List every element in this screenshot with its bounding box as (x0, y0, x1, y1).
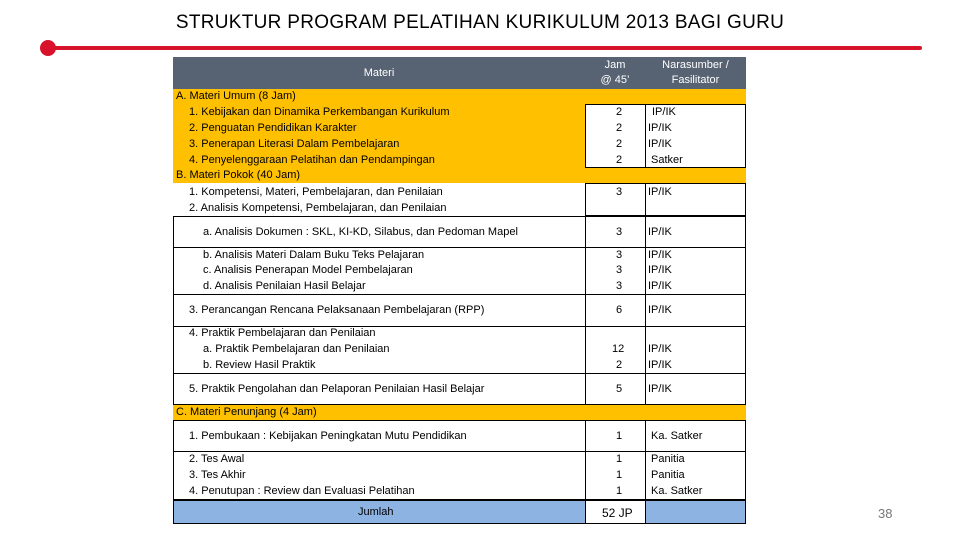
row-b2d-jam: 3 (616, 280, 623, 292)
row-b5-jam: 5 (616, 383, 623, 395)
row-c3-jam: 1 (616, 469, 623, 481)
header-jam-line2: @ 45’ (600, 74, 630, 86)
row-b4b-jam: 2 (616, 359, 623, 371)
row-c2-jam: 1 (616, 453, 623, 465)
row-b2d-nara: IP/IK (648, 280, 672, 292)
row-b2a-nara: IP/IK (648, 226, 672, 238)
row-a2-materi: 2. Penguatan Pendidikan Karakter (189, 122, 357, 134)
row-b2a-jam: 3 (616, 226, 623, 238)
section-a-label: A. Materi Umum (8 Jam) (176, 90, 296, 102)
row-b5-nara: IP/IK (648, 383, 672, 395)
row-a2-jam: 2 (616, 122, 623, 134)
page-number: 38 (878, 506, 893, 521)
row-c1-jam: 1 (616, 430, 623, 442)
row-b2c-materi: c. Analisis Penerapan Model Pembelajaran (203, 264, 413, 276)
row-b4a-jam: 12 (612, 343, 625, 355)
row-a4-materi: 4. Penyelenggaraan Pelatihan dan Pendampingan (189, 154, 435, 166)
row-c4-nara: Ka. Satker (651, 485, 703, 497)
row-a2-nara: IP/IK (648, 122, 672, 134)
row-b1-materi: 1. Kompetensi, Materi, Pembelajaran, dan Penilaian (189, 186, 443, 198)
header-narasumber (645, 57, 746, 89)
row-c1-materi: 1. Pembukaan : Kebijakan Peningkatan Mutu Pendidikan (189, 430, 467, 442)
row-a1-nara: IP/IK (652, 106, 676, 118)
row-c4-materi: 4. Penutupan : Review dan Evaluasi Pelatihan (189, 485, 415, 497)
row-b3-nara: IP/IK (648, 304, 672, 316)
row-b4a-materi: a. Praktik Pembelajaran dan Penilaian (203, 343, 390, 355)
page-title: STRUKTUR PROGRAM PELATIHAN KURIKULUM 2013 BAGI GURU (175, 12, 785, 33)
header-jam (585, 57, 645, 89)
row-c2-materi: 2. Tes Awal (189, 453, 245, 465)
row-b3-jam: 6 (616, 304, 623, 316)
row-b1-nara: IP/IK (648, 186, 672, 198)
row-a3-nara: IP/IK (648, 138, 672, 150)
row-c4-jam: 1 (616, 485, 623, 497)
row-b2a-materi: a. Analisis Dokumen : SKL, KI-KD, Silabus, dan Pedoman Mapel (203, 226, 518, 238)
row-a3-jam: 2 (616, 138, 623, 150)
row-a1-materi: 1. Kebijakan dan Dinamika Perkembangan Kurikulum (189, 106, 450, 118)
row-c2-nara: Panitia (651, 453, 685, 465)
row-c3-materi: 3. Tes Akhir (189, 469, 246, 481)
row-b2d-materi: d. Analisis Penilaian Hasil Belajar (203, 280, 366, 292)
row-c1-nara: Ka. Satker (651, 430, 703, 442)
row-b2b-jam: 3 (616, 249, 623, 261)
row-b2b-materi: b. Analisis Materi Dalam Buku Teks Pelajaran (203, 249, 425, 261)
header-materi (173, 57, 585, 89)
row-a4-jam: 2 (616, 154, 623, 166)
header-jam-line1: Jam (604, 59, 626, 71)
section-c-label: C. Materi Penunjang (4 Jam) (176, 406, 317, 418)
row-a1-jam: 2 (616, 106, 623, 118)
row-b2c-jam: 3 (616, 264, 623, 276)
row-b3-materi: 3. Perancangan Rencana Pelaksanaan Pembelajaran (RPP) (189, 304, 485, 316)
row-a4-nara: Satker (651, 154, 683, 166)
total-label: Jumlah (358, 506, 394, 518)
row-b2c-nara: IP/IK (648, 264, 672, 276)
row-a3-materi: 3. Penerapan Literasi Dalam Pembelajaran (189, 138, 400, 150)
row-b5-materi: 5. Praktik Pengolahan dan Pelaporan Penilaian Hasil Belajar (189, 383, 485, 395)
row-b4b-nara: IP/IK (648, 359, 672, 371)
row-b4b-materi: b. Review Hasil Praktik (203, 359, 316, 371)
row-b2-materi: 2. Analisis Kompetensi, Pembelajaran, dan Penilaian (189, 202, 447, 214)
title-underline (46, 46, 922, 50)
header-nara-line1: Narasumber / (662, 59, 729, 71)
row-b2b-nara: IP/IK (648, 249, 672, 261)
row-b4-materi: 4. Praktik Pembelajaran dan Penilaian (189, 327, 376, 339)
total-nara-cell (645, 500, 746, 524)
row-b4a-nara: IP/IK (648, 343, 672, 355)
row-b1-jam: 3 (616, 186, 623, 198)
title-bullet-dot (40, 40, 56, 56)
header-nara-line2: Fasilitator (671, 74, 720, 86)
total-value: 52 JP (602, 506, 633, 520)
header-materi-label: Materi (363, 66, 395, 79)
section-b-label: B. Materi Pokok (40 Jam) (176, 169, 301, 181)
row-c3-nara: Panitia (651, 469, 685, 481)
